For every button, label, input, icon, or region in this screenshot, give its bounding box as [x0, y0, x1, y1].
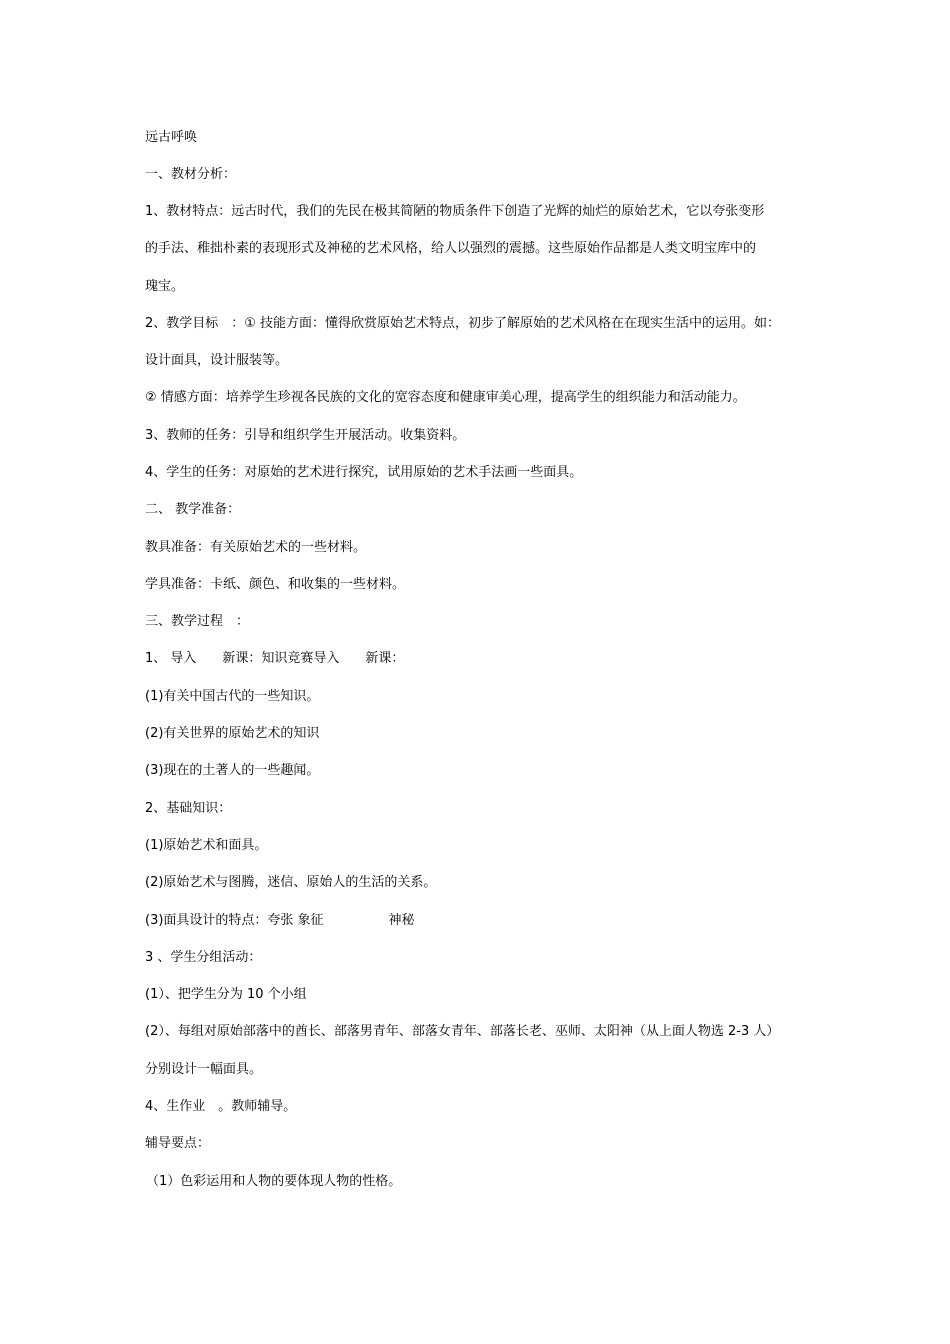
paragraph-line: 2、教学目标 ：① 技能方面：懂得欣赏原始艺术特点，初步了解原始的艺术风格在在现实生活中的运用。如：: [145, 316, 781, 331]
paragraph-line: 设计面具，设计服装等。: [145, 353, 289, 368]
paragraph-line: 学具准备：卡纸、颜色、和收集的一些材料。: [145, 577, 406, 592]
paragraph-line: 1、 导入 新课：知识竞赛导入 新课：: [145, 651, 405, 666]
paragraph-line: 2、基础知识：: [145, 801, 232, 816]
list-item: (2）、每组对原始部落中的酋长、部落男青年、部落女青年、部落长老、巫师、太阳神（从上面人物选 2-3 人）: [145, 1024, 780, 1039]
list-item: （1）色彩运用和人物的要体现人物的性格。: [146, 1174, 402, 1189]
paragraph-line: 辅导要点：: [145, 1136, 211, 1151]
list-item: (1)原始艺术和面具。: [145, 838, 268, 853]
section-heading: 三、教学过程 ：: [145, 614, 250, 629]
list-item: (2)原始艺术与图腾，迷信、原始人的生活的关系。: [145, 875, 437, 890]
section-heading: 二、 教学准备：: [145, 502, 241, 517]
section-heading: 一、教材分析：: [145, 167, 237, 182]
paragraph-line: 1、教材特点：远古时代，我们的先民在极其简陋的物质条件下创造了光辉的灿烂的原始艺术，它以夸张变形: [145, 204, 765, 219]
list-item: (2)有关世界的原始艺术的知识: [145, 726, 320, 741]
paragraph-line: 的手法、稚拙朴素的表现形式及神秘的艺术风格，给人以强烈的震撼。这些原始作品都是人类文明宝库中的: [145, 241, 757, 256]
list-item: (1)有关中国古代的一些知识。: [145, 689, 320, 704]
list-item: (3)现在的土著人的一些趣闻。: [145, 763, 320, 778]
paragraph-line: ② 情感方面：培养学生珍视各民族的文化的宽容态度和健康审美心理，提高学生的组织能力和活动能力。: [145, 390, 746, 405]
paragraph-line: 瑰宝。: [145, 279, 185, 294]
paragraph-line: 分别设计一幅面具。: [145, 1062, 263, 1077]
list-item: (1）、把学生分为 10 个小组: [145, 987, 307, 1002]
paragraph-line: 3 、学生分组活动：: [145, 950, 262, 965]
paragraph-line: 4、生作业 。教师辅导。: [145, 1099, 297, 1114]
paragraph-line: 3、教师的任务：引导和组织学生开展活动。收集资料。: [145, 428, 466, 443]
paragraph-line: 4、学生的任务：对原始的艺术进行探究，试用原始的艺术手法画一些面具。: [145, 465, 583, 480]
list-item: (3)面具设计的特点：夸张 象征 神秘: [145, 913, 415, 928]
document-title: 远古呼唤: [145, 130, 198, 145]
paragraph-line: 教具准备：有关原始艺术的一些材料。: [145, 540, 367, 555]
